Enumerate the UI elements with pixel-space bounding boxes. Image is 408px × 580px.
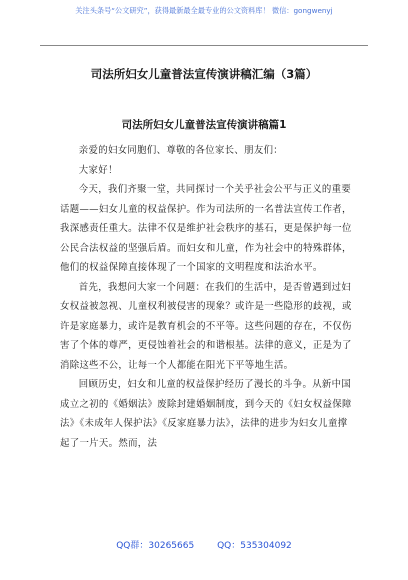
footer-contact — [0, 538, 408, 551]
salutation-paragraph: 亲爱的妇女同胞们、尊敬的各位家长、朋友们： — [78, 145, 284, 156]
footer-qq-group: QQ群：30265665 — [116, 541, 195, 551]
body-paragraph: 今天，我们齐聚一堂，共同探讨一个关乎社会公平与正义的重要话题——妇女儿童的权益保护。作为司法所的一名普法宣传工作者，我深感责任重大。法律不仅是维护社会秩序的基石，更是保护每一位公民合法权益的坚强后盾。而妇女和儿童，作为社会中的特殊群体，他们的权益保障直接体现了一个国家的文明程度和法治水平。 — [60, 184, 352, 273]
header-banner: 关注头条号“公文研究”，获得最新最全最专业的公文资料库！ 微信：gongwenyj — [75, 6, 333, 15]
document-body — [60, 141, 356, 453]
footer-qq-number: QQ：535304092 — [217, 541, 292, 551]
body-paragraph: 首先，我想问大家一个问题：在我们的生活中，是否曾遇到过妇女权益被忽视、儿童权利被侵害的现象？或许是一些隐形的歧视，或许是家庭暴力，或许是教育机会的不平等。这些问题的存在，不仅伤害了个体的尊严，更侵蚀着社会的和谐根基。法律的意义，正是为了消除这些不公，让每一个人都能在阳光下平等地生活。 — [60, 281, 352, 371]
body-paragraph: 回顾历史，妇女和儿童的权益保护经历了漫长的斗争。从新中国成立之初的《婚姻法》废除封建婚姻制度，到今天的《妇女权益保障法》《未成年人保护法》《反家庭暴力法》，法律的进步为妇女儿童撑起了一片天。然而，法 — [60, 379, 352, 449]
header-divider — [40, 45, 368, 46]
greeting-paragraph: 大家好！ — [78, 164, 118, 176]
section-title: 司法所妇女儿童普法宣传演讲稿篇1 — [121, 119, 287, 131]
document-title: 司法所妇女儿童普法宣传演讲稿汇编（3篇） — [90, 67, 318, 81]
